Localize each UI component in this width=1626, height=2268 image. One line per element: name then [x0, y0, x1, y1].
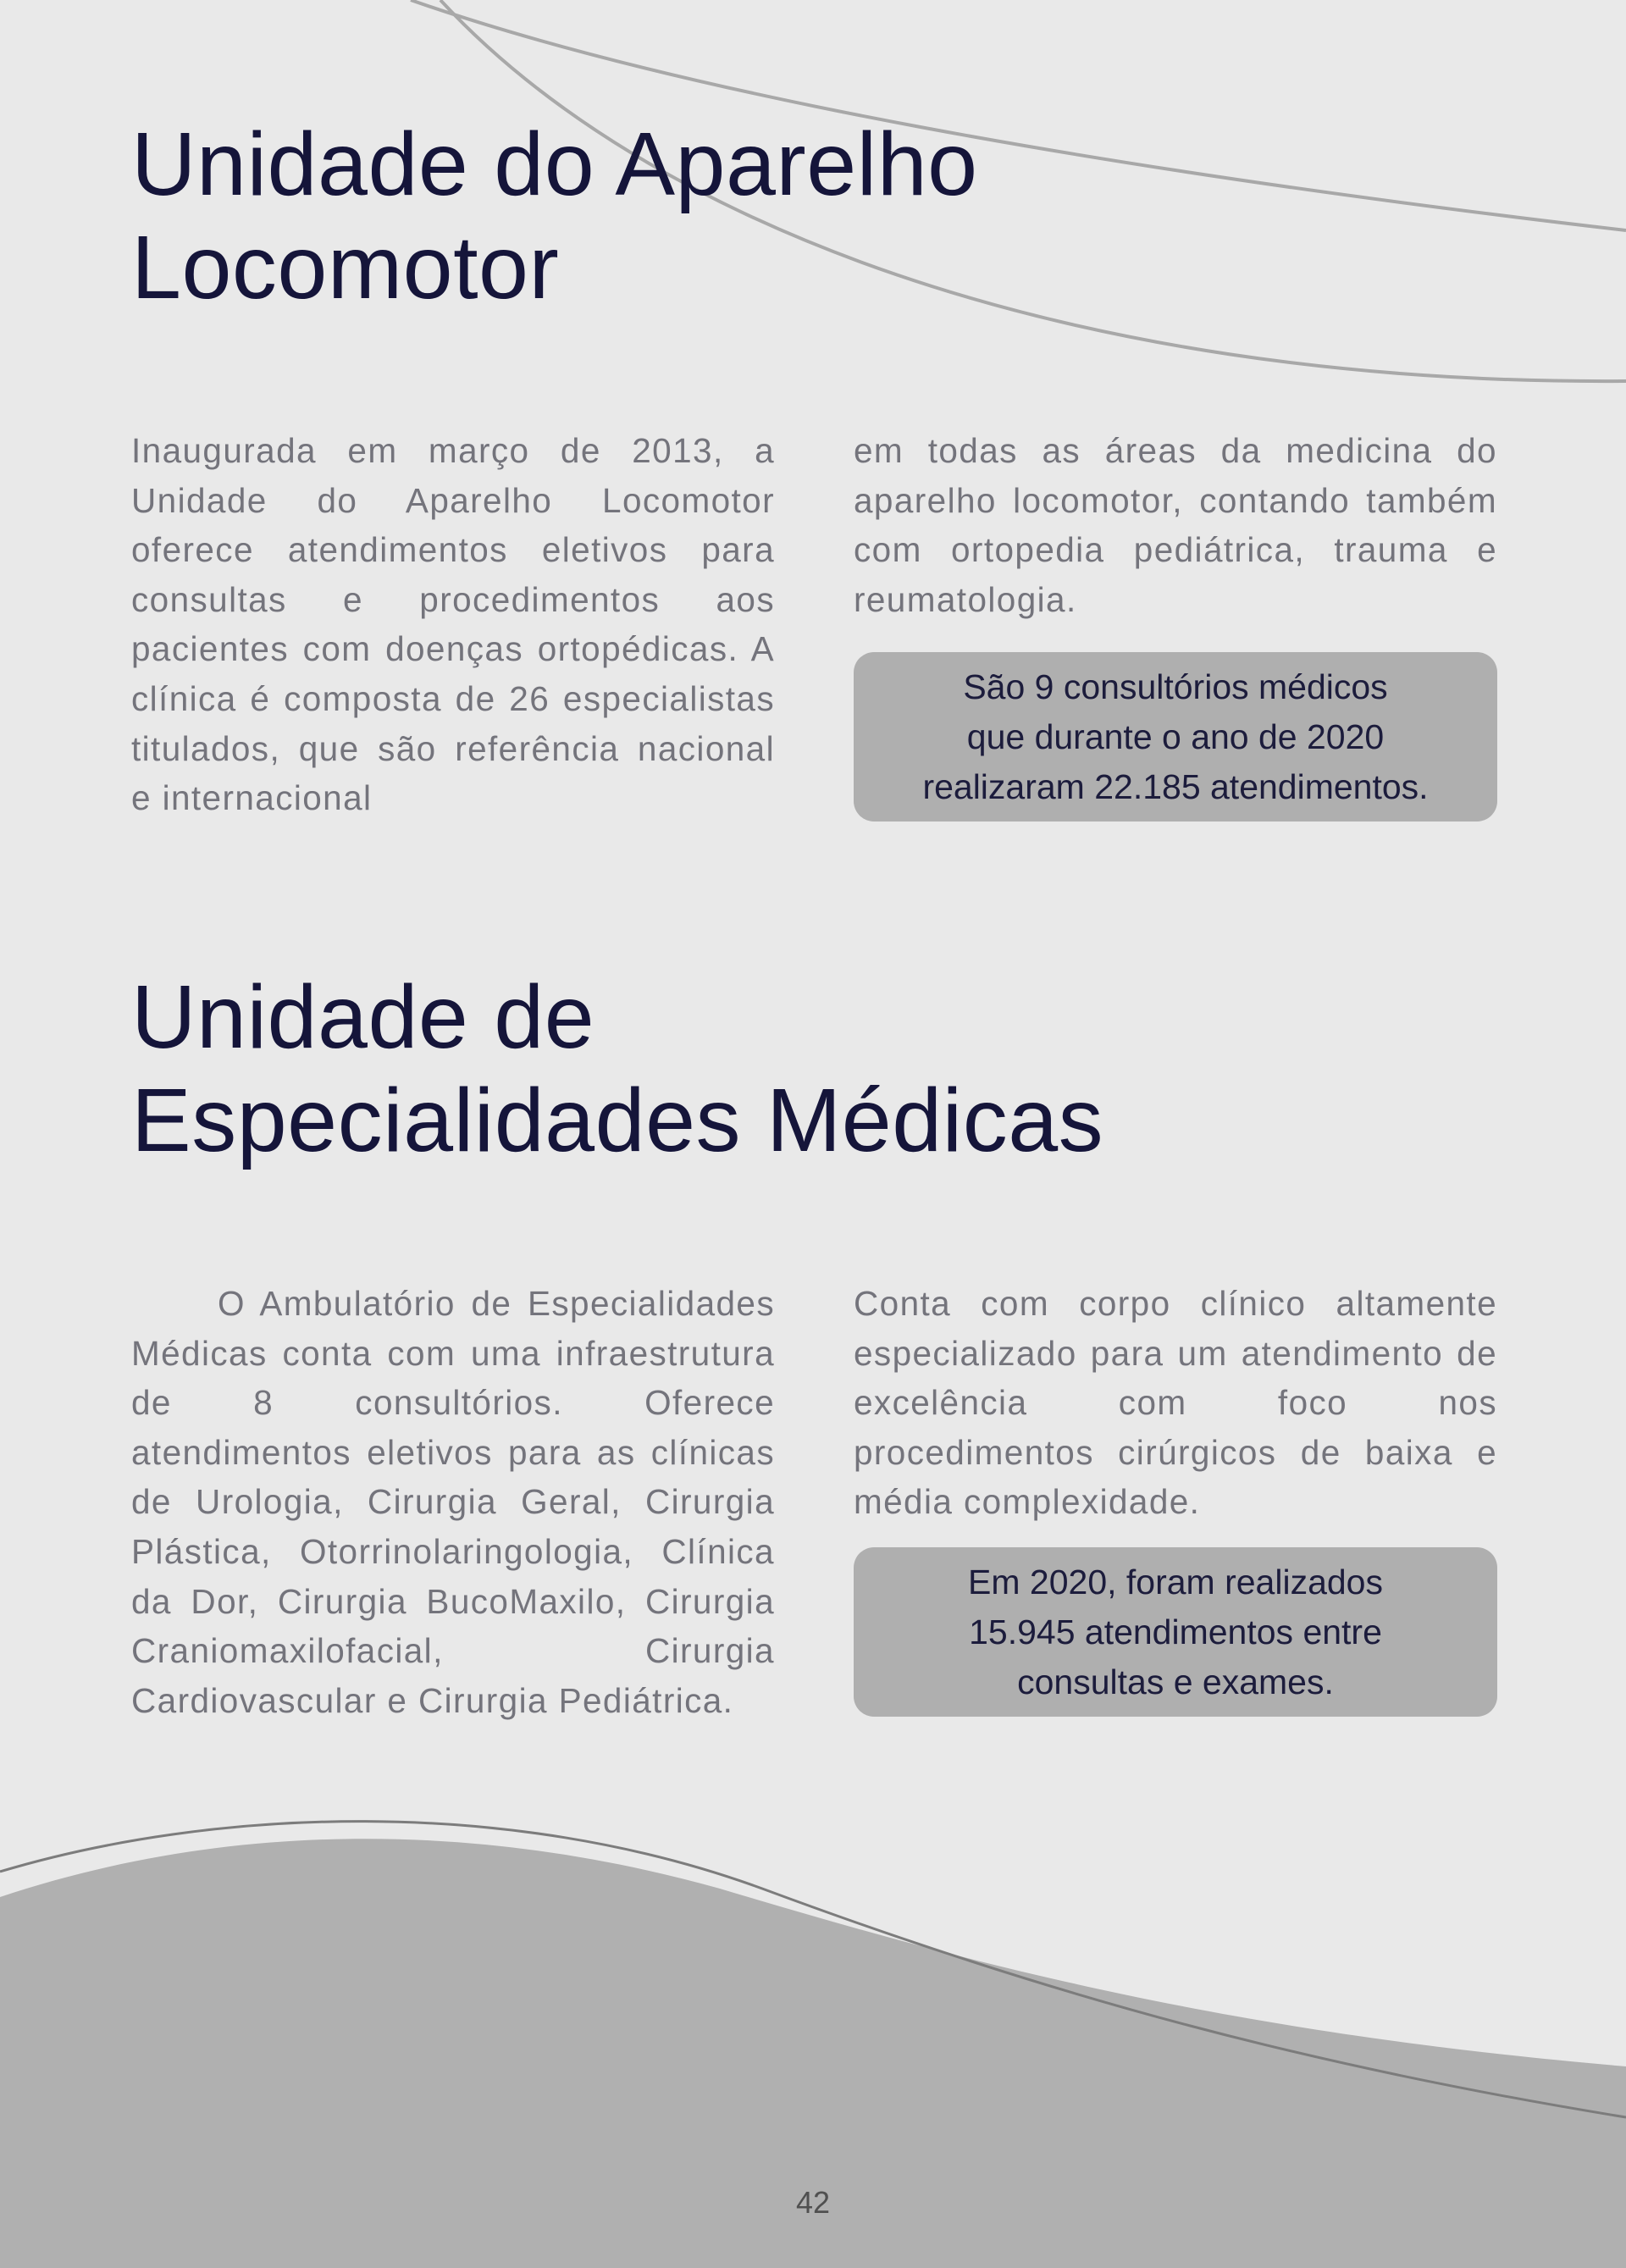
title-line: Unidade do Aparelho: [131, 114, 978, 214]
section1-left-paragraph: Inaugurada em março de 2013, a Unidade do Aparelho Locomotor oferece atendimentos eletivos para consultas e procedimentos aos pacientes com doenças ortopédicas. A clínica é composta de 26 especialistas titulados, que são referência nacional e internacional: [131, 431, 775, 818]
page-number: 42: [795, 2185, 831, 2220]
highlight-line: que durante o ano de 2020: [966, 717, 1385, 756]
section-title-especialidades-medicas: [131, 965, 1103, 1172]
section2-left-paragraph: O Ambulatório de Especialidades Médicas conta com uma infraestrutura de 8 consultórios. Oferece atendimentos eletivos para as clínicas de Urologia, Cirurgia Geral, Cirurgia Plástica, Otorrinolaringologia, Clínica da Dor, Cirurgia BucoMaxilo, Cirurgia Craniomaxilofacial, Cirurgia Cardiovascular e Cirurgia Pediátrica.: [131, 1284, 775, 1720]
section1-highlight-box: [854, 652, 1497, 821]
highlight-line: consultas e exames.: [1017, 1662, 1334, 1701]
section-title-aparelho-locomotor: [131, 113, 978, 319]
section1-right-paragraph: em todas as áreas da medicina do aparelho locomotor, contando também com ortopedia pediátrica, trauma e reumatologia.: [854, 431, 1497, 619]
title-line: Locomotor: [131, 218, 560, 318]
highlight-line: realizaram 22.185 atendimentos.: [922, 767, 1429, 806]
highlight-line: 15.945 atendimentos entre: [969, 1612, 1382, 1651]
highlight-line: Em 2020, foram realizados: [968, 1563, 1383, 1601]
section2-right-paragraph: Conta com corpo clínico altamente especializado para um atendimento de excelência com foco nos procedimentos cirúrgicos de baixa e média complexidade.: [854, 1284, 1497, 1522]
title-line: Unidade de: [131, 967, 595, 1067]
highlight-line: São 9 consultórios médicos: [963, 667, 1388, 706]
section2-highlight-box: [854, 1547, 1497, 1717]
title-line: Especialidades Médicas: [131, 1070, 1104, 1170]
